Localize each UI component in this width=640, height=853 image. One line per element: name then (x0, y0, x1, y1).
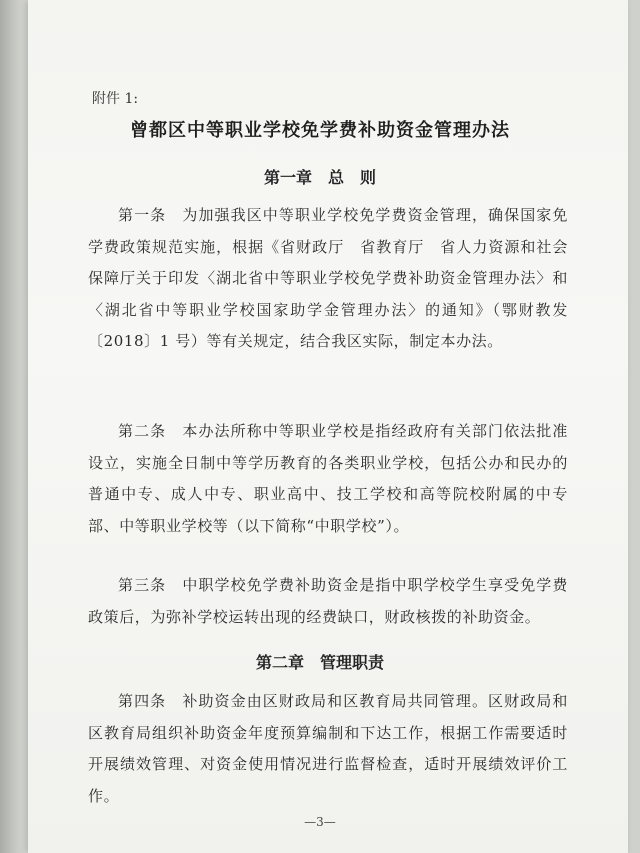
article-2-paragraph: 第二条 本办法所称中等职业学校是指经政府有关部门依法批准设立，实施全日制中等学历教育的各类职业学校，包括公办和民办的普通中专、成人中专、职业高中、技工学校和高等院校附属的中专部、中等职业学校等（以下简称“中职学校”）。 (88, 422, 568, 535)
page-number: —3— (304, 815, 336, 829)
document-title: 曾都区中等职业学校免学费补助资金管理办法 (130, 120, 510, 141)
chapter-heading-2: 第二章 管理职责 (255, 653, 384, 672)
article-3-paragraph: 第三条 中职学校免学费补助资金是指中职学校学生享受免学费政策后，为弥补学校运转出现的经费缺口，财政核拨的补助资金。 (88, 576, 568, 626)
chapter-heading-1: 第一章 总 则 (263, 168, 376, 187)
article-1-paragraph: 第一条 为加强我区中等职业学校免学费资金管理，确保国家免学费政策规范实施，根据《省财政厅 省教育厅 省人力资源和社会保障厅关于印发〈湖北省中等职业学校免学费补助资金管理办法〉和〈湖北省中等职业学校国家助学金管理办法〉的通知》（鄂财教发〔2018〕1 号）等有关规定，结合我区实际，制定本办法。 (88, 206, 568, 350)
article-4-paragraph: 第四条 补助资金由区财政局和区教育局共同管理。区财政局和区教育局组织补助资金年度预算编制和下达工作，根据工作需要适时开展绩效管理、对资金使用情况进行监督检查，适时开展绩效评价工作。 (88, 692, 568, 805)
attachment-label: 附件 1: (92, 91, 139, 107)
